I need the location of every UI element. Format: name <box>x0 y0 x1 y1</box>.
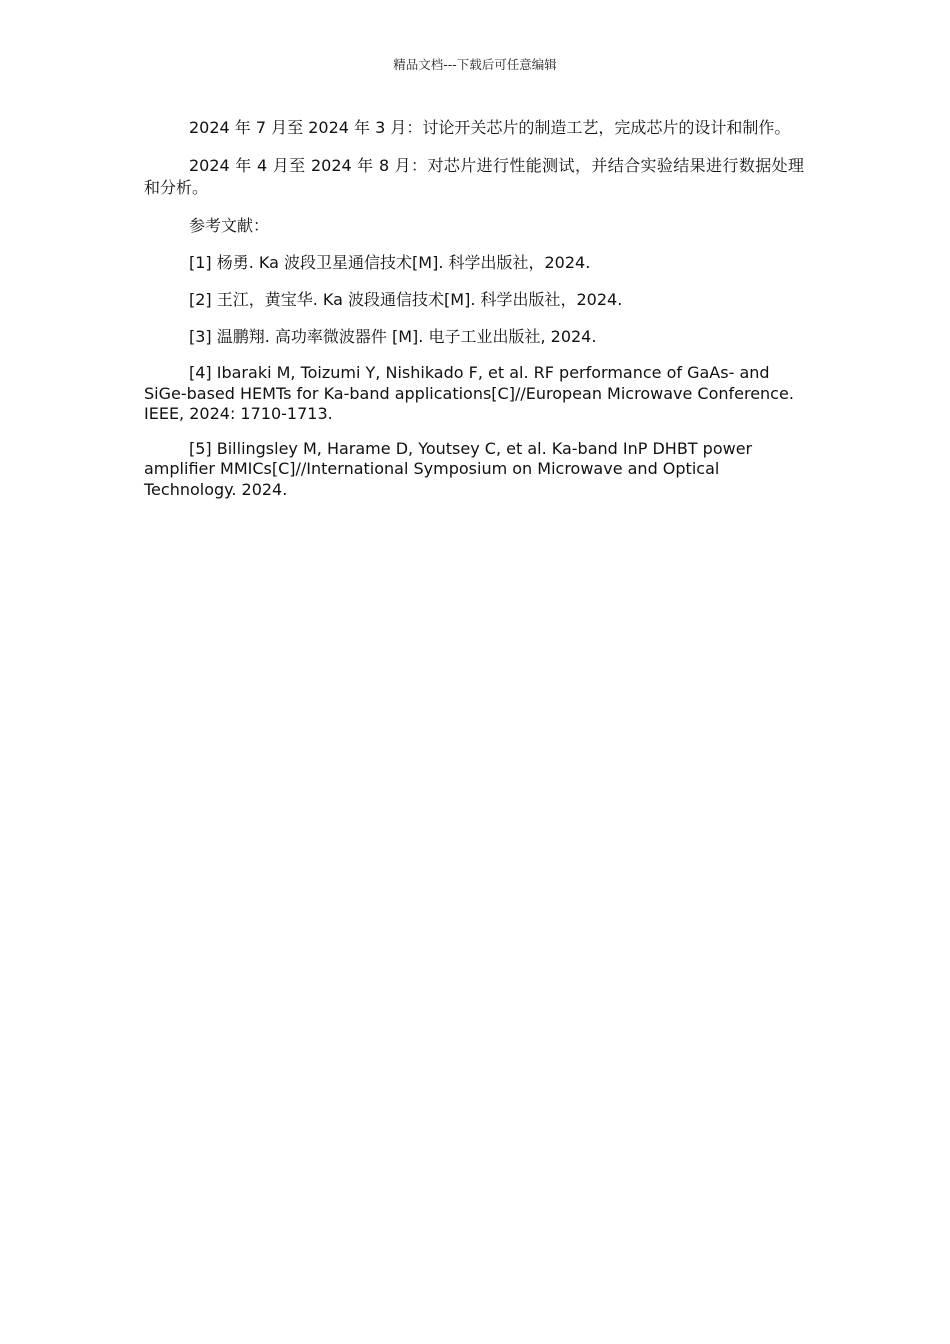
reference-item-3: [3] 温鹏翔. 高功率微波器件 [M]. 电子工业出版社, 2024. <box>189 327 597 346</box>
reference-item-4: [4] Ibaraki M, Toizumi Y, Nishikado F, et al. RF performance of GaAs- and SiGe-based HEMTs for Ka-band applications[C]//European Microwave Conference. IEEE, 2024: 1710-1713. <box>144 363 794 423</box>
reference-item-2: [2] 王江，黄宝华. Ka 波段通信技术[M]. 科学出版社，2024. <box>189 290 623 309</box>
schedule-paragraph-2: 2024 年 4 月至 2024 年 8 月：对芯片进行性能测试，并结合实验结果进行数据处理和分析。 <box>144 156 804 197</box>
schedule-paragraph-1: 2024 年 7 月至 2024 年 3 月：讨论开关芯片的制造工艺，完成芯片的设计和制作。 <box>189 118 791 137</box>
references-heading: 参考文献： <box>189 216 270 235</box>
page-header: 精品文档---下载后可任意编辑 <box>393 57 557 72</box>
document-body <box>144 117 804 514</box>
reference-item-5: [5] Billingsley M, Harame D, Youtsey C, et al. Ka-band InP DHBT power amplifier MMICs[C]//International Symposium on Microwave and Optical Technology. 2024. <box>144 438 753 499</box>
reference-item-1: [1] 杨勇. Ka 波段卫星通信技术[M]. 科学出版社，2024. <box>189 253 591 272</box>
